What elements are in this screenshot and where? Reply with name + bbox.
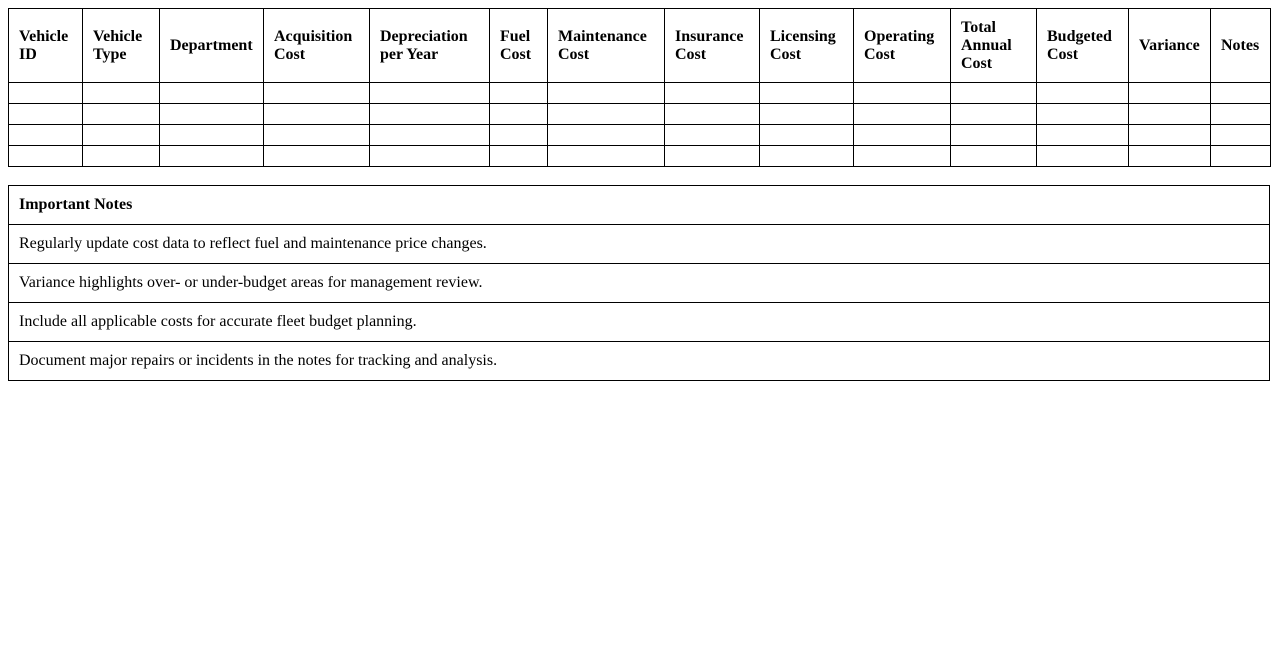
column-header-operating-cost: Operating Cost: [854, 9, 951, 83]
fleet-cost-table: [8, 8, 1271, 167]
column-header-acquisition-cost: Acquisition Cost: [264, 9, 370, 83]
table-cell[interactable]: [370, 146, 490, 167]
column-header-depreciation: Depreciation per Year: [370, 9, 490, 83]
column-header-notes: Notes: [1211, 9, 1271, 83]
note-row: [9, 264, 1270, 303]
table-cell[interactable]: [83, 146, 160, 167]
table-cell[interactable]: [160, 104, 264, 125]
note-item: Document major repairs or incidents in the notes for tracking and analysis.: [9, 342, 1270, 381]
column-header-insurance-cost: Insurance Cost: [665, 9, 760, 83]
table-cell[interactable]: [665, 146, 760, 167]
note-item: Include all applicable costs for accurate fleet budget planning.: [9, 303, 1270, 342]
table-row: [9, 104, 1271, 125]
table-cell[interactable]: [548, 146, 665, 167]
table-cell[interactable]: [1037, 125, 1129, 146]
table-cell[interactable]: [854, 104, 951, 125]
table-cell[interactable]: [665, 104, 760, 125]
column-header-total-annual-cost: Total Annual Cost: [951, 9, 1037, 83]
table-cell[interactable]: [760, 83, 854, 104]
table-cell[interactable]: [490, 125, 548, 146]
table-cell[interactable]: [760, 104, 854, 125]
table-cell[interactable]: [951, 104, 1037, 125]
table-cell[interactable]: [1129, 146, 1211, 167]
table-cell[interactable]: [1129, 83, 1211, 104]
table-cell[interactable]: [951, 146, 1037, 167]
notes-title-row: [9, 186, 1270, 225]
table-cell[interactable]: [160, 83, 264, 104]
table-cell[interactable]: [83, 125, 160, 146]
table-row: [9, 146, 1271, 167]
table-cell[interactable]: [490, 146, 548, 167]
table-cell[interactable]: [370, 125, 490, 146]
note-row: [9, 342, 1270, 381]
table-cell[interactable]: [9, 104, 83, 125]
important-notes-table: [8, 185, 1270, 381]
table-cell[interactable]: [1211, 104, 1271, 125]
column-header-budgeted-cost: Budgeted Cost: [1037, 9, 1129, 83]
note-row: [9, 303, 1270, 342]
table-cell[interactable]: [490, 104, 548, 125]
table-cell[interactable]: [1037, 104, 1129, 125]
table-cell[interactable]: [548, 125, 665, 146]
column-header-vehicle-id: Vehicle ID: [9, 9, 83, 83]
table-cell[interactable]: [370, 104, 490, 125]
column-header-variance: Variance: [1129, 9, 1211, 83]
table-cell[interactable]: [83, 83, 160, 104]
table-cell[interactable]: [665, 125, 760, 146]
table-cell[interactable]: [9, 125, 83, 146]
table-cell[interactable]: [665, 83, 760, 104]
page-content: [8, 8, 1270, 381]
table-cell[interactable]: [760, 125, 854, 146]
table-cell[interactable]: [264, 146, 370, 167]
table-cell[interactable]: [160, 146, 264, 167]
table-cell[interactable]: [854, 83, 951, 104]
table-cell[interactable]: [1129, 104, 1211, 125]
table-cell[interactable]: [951, 83, 1037, 104]
table-cell[interactable]: [1129, 125, 1211, 146]
table-row: [9, 83, 1271, 104]
column-header-vehicle-type: Vehicle Type: [83, 9, 160, 83]
table-cell[interactable]: [548, 104, 665, 125]
table-cell[interactable]: [83, 104, 160, 125]
header-row: [9, 9, 1271, 83]
note-item: Regularly update cost data to reflect fuel and maintenance price changes.: [9, 225, 1270, 264]
table-cell[interactable]: [160, 125, 264, 146]
column-header-department: Department: [160, 9, 264, 83]
table-cell[interactable]: [1211, 83, 1271, 104]
table-cell[interactable]: [1211, 125, 1271, 146]
table-cell[interactable]: [760, 146, 854, 167]
table-cell[interactable]: [854, 125, 951, 146]
table-cell[interactable]: [264, 83, 370, 104]
table-cell[interactable]: [854, 146, 951, 167]
column-header-licensing-cost: Licensing Cost: [760, 9, 854, 83]
table-row: [9, 125, 1271, 146]
column-header-maintenance-cost: Maintenance Cost: [548, 9, 665, 83]
note-row: [9, 225, 1270, 264]
table-cell[interactable]: [1211, 146, 1271, 167]
note-item: Variance highlights over- or under-budget areas for management review.: [9, 264, 1270, 303]
table-cell[interactable]: [548, 83, 665, 104]
table-cell[interactable]: [9, 83, 83, 104]
table-cell[interactable]: [264, 104, 370, 125]
table-cell[interactable]: [9, 146, 83, 167]
column-header-fuel-cost: Fuel Cost: [490, 9, 548, 83]
table-body: [9, 83, 1271, 167]
table-cell[interactable]: [490, 83, 548, 104]
notes-title: Important Notes: [9, 186, 1270, 225]
table-cell[interactable]: [264, 125, 370, 146]
table-cell[interactable]: [370, 83, 490, 104]
table-cell[interactable]: [951, 125, 1037, 146]
table-cell[interactable]: [1037, 83, 1129, 104]
table-cell[interactable]: [1037, 146, 1129, 167]
